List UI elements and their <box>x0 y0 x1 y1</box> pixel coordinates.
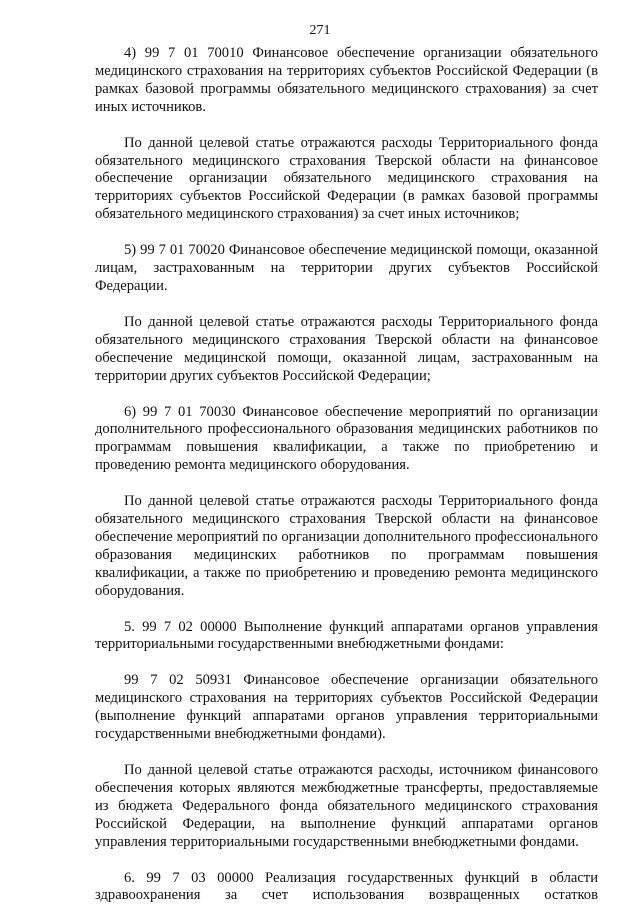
paragraph-description-70020: По данной целевой статье отражаются расходы Территориального фонда обязательного медицинского страхования Тверской области на финансовое обеспечение медицинской помощи, оказанной лицам, застрахованным на территории других субъектов Российской Федерации; <box>95 313 598 384</box>
paragraph-item-50931: 99 7 02 50931 Финансовое обеспечение организации обязательного медицинского страхования на территориях субъектов Российской Федерации (выполнение функций аппаратами органов управления территориальными государственными внебюджетными фондами). <box>95 672 598 743</box>
paragraph-section-5: 5. 99 7 02 00000 Выполнение функций аппаратами органов управления территориальными государственными внебюджетными фондами: <box>95 618 598 653</box>
paragraph-item-4-70010: 4) 99 7 01 70010 Финансовое обеспечение организации обязательного медицинского страхования на территориях субъектов Российской Федерации (в рамках базовой программы обязательного медицинского страхования) за счет иных источников. <box>95 45 598 115</box>
paragraph-item-6-70030: 6) 99 7 01 70030 Финансовое обеспечение мероприятий по организации дополнительного профессионального образования медицинских работников по программам повышения квалификации, а также по приобретению и проведению ремонта медицинского оборудования. <box>95 403 598 474</box>
paragraph-item-5-70020: 5) 99 7 01 70020 Финансовое обеспечение медицинской помощи, оказанной лицам, застрахованным на территории других субъектов Российской Федерации. <box>95 242 598 294</box>
page-number: 271 <box>309 23 331 38</box>
paragraph-description-70010: По данной целевой статье отражаются расходы Территориального фонда обязательного медицинского страхования Тверской области на финансовое обеспечение организации обязательного медицинского страхования на территориях субъектов Российской Федерации (в рамках базовой программы обязательного медицинского страхования) за счет иных источников; <box>95 134 598 223</box>
paragraph-description-70030: По данной целевой статье отражаются расходы Территориального фонда обязательного медицинского страхования Тверской области на финансовое обеспечение мероприятий по организации дополнительного профессионального образования медицинских работников по программам повышения квалификации, а также по приобретению и проведению ремонта медицинского оборудования. <box>95 493 598 599</box>
paragraph-section-6: 6. 99 7 03 00000 Реализация государственных функций в области здравоохранения за счет использования возвращенных остатков <box>95 869 598 904</box>
paragraph-description-50931: По данной целевой статье отражаются расходы, источником финансового обеспечения которых являются межбюджетные трансферты, предоставляемые из бюджета Федерального фонда обязательного медицинского страхования Российской Федерации, на выполнение функций аппаратами органов управления территориальными государственными внебюджетными фондами. <box>95 762 598 850</box>
document-body <box>95 45 598 905</box>
